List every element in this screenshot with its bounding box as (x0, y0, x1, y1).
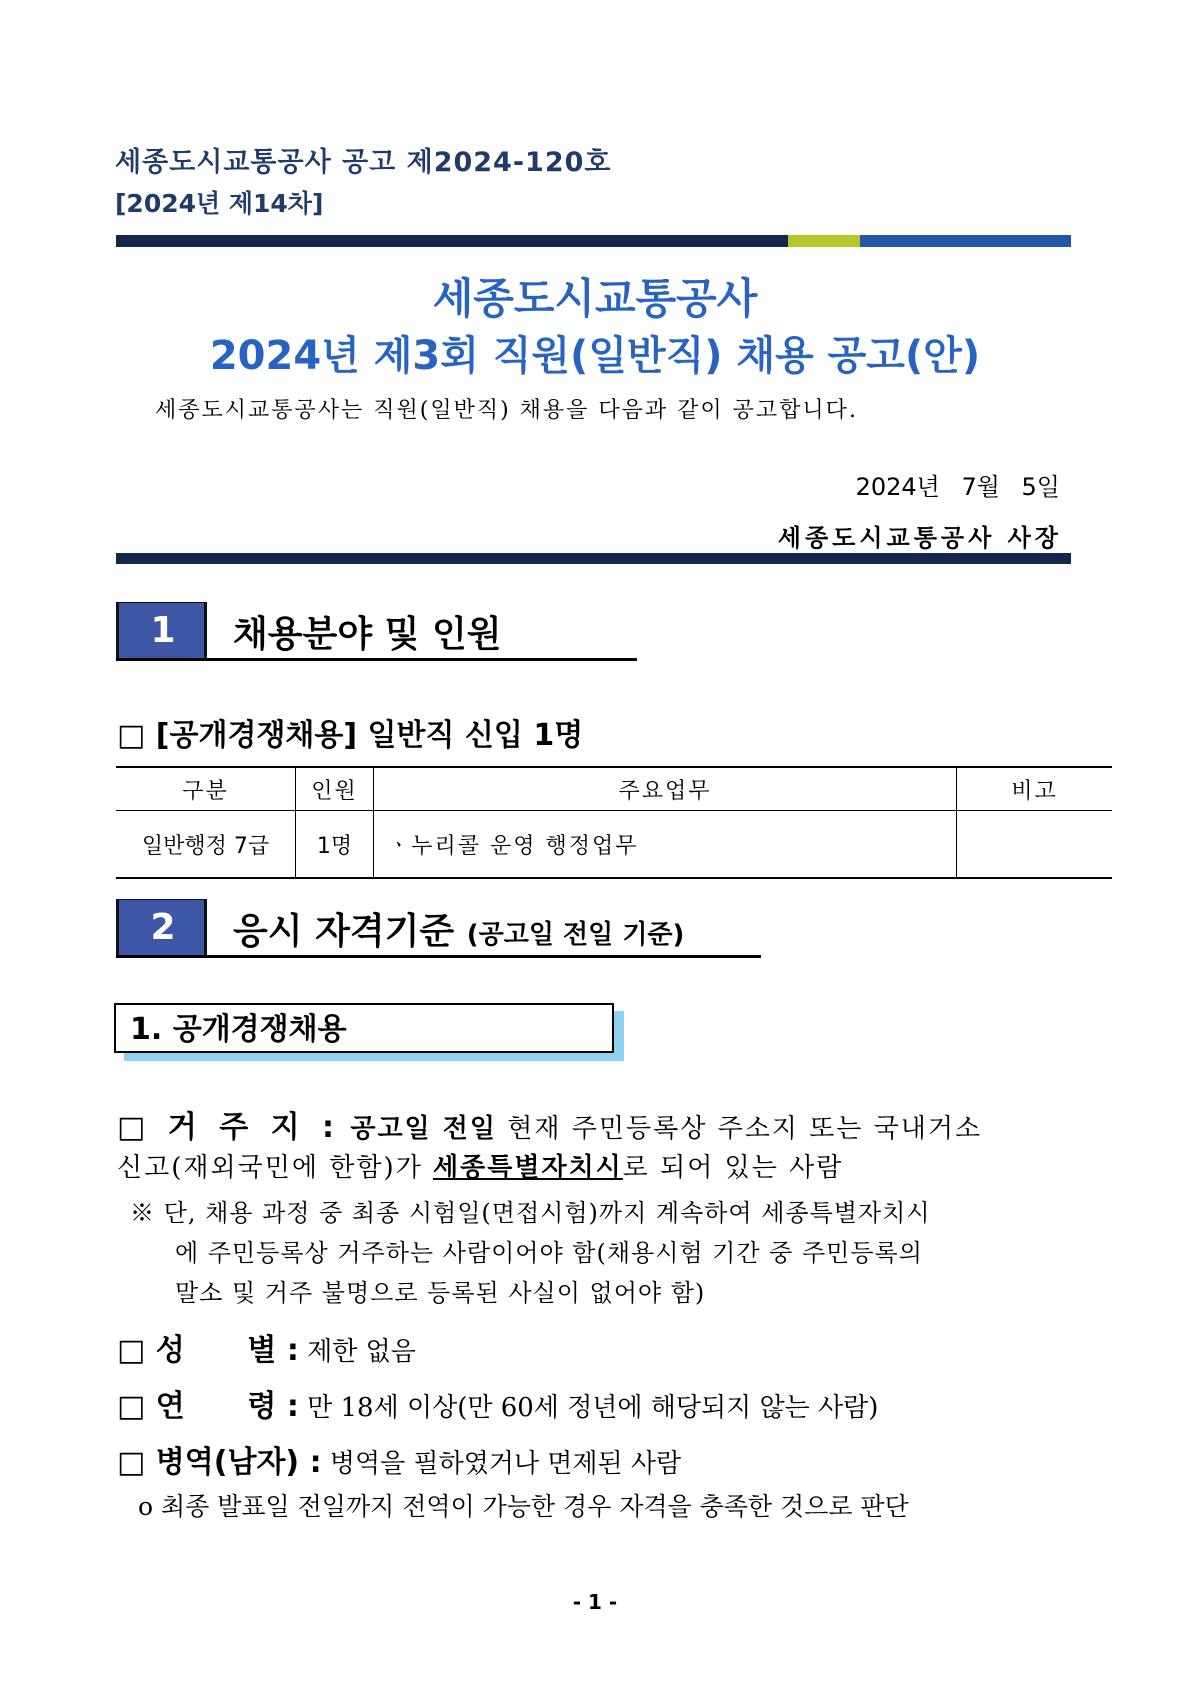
military-line (117, 1437, 681, 1481)
table-header-row (116, 767, 1112, 811)
divider-accent-lime (788, 235, 860, 247)
notice-round: [2024년 제14차] (115, 189, 324, 218)
header-divider-bar (116, 235, 1071, 247)
cell-duty: ㆍ누리콜 운영 행정업무 (374, 811, 957, 879)
age-value: 만 18세 이상(만 60세 정년에 해당되지 않는 사람) (298, 1393, 879, 1423)
residence-text-2a: 신고(재외국민에 한함)가 (117, 1153, 433, 1183)
document-title-org: 세종도시교통공사 (432, 274, 758, 323)
military-note: o 최종 발표일 전일까지 전역이 가능한 경우 자격을 충족한 것으로 판단 (138, 1492, 909, 1521)
page-number: - 1 - (572, 1590, 618, 1614)
military-label: □ 병역(남자) : (117, 1445, 322, 1480)
cell-count: 1명 (296, 811, 374, 879)
section-title-text: 응시 자격기준 (233, 911, 455, 952)
signature-divider-bar (116, 553, 1071, 564)
residence-label: □ 거 주 지 : (117, 1110, 341, 1145)
signer: 세종도시교통공사 사장 (777, 524, 1062, 552)
document-title-main: 2024년 제3회 직원(일반직) 채용 공고(안) (209, 333, 981, 379)
residence-city: 세종특별자치시 (432, 1153, 623, 1183)
residence-line-1 (117, 1102, 982, 1146)
cell-category: 일반행정 7급 (116, 811, 296, 879)
intro-text: 세종도시교통공사는 직원(일반직) 채용을 다음과 같이 공고합니다. (155, 398, 858, 423)
recruit-table (116, 766, 1112, 879)
gender-value: 제한 없음 (298, 1337, 416, 1367)
section-title (233, 903, 684, 954)
residence-note-1: ※ 단, 채용 과정 중 최종 시험일(면접시험)까지 계속하여 세종특별자치시 (130, 1199, 931, 1227)
age-label: □ 연 령 : (117, 1389, 299, 1424)
section-title-suffix: (공고일 전일 기준) (466, 920, 685, 950)
section-2-header (116, 899, 761, 955)
subsection-heading: 1. 공개경쟁채용 (114, 1003, 614, 1053)
notice-date: 2024년 7월 5일 (855, 473, 1060, 501)
notice-number: 세종도시교통공사 공고 제2024-120호 (115, 147, 612, 178)
residence-note-2: 에 주민등록상 거주하는 사람이어야 함(채용시험 기간 중 주민등록의 (175, 1239, 923, 1267)
table-header: 비고 (957, 767, 1113, 811)
section-underline (116, 658, 637, 661)
residence-text-1: 현재 주민등록상 주소지 또는 국내거소 (496, 1114, 983, 1144)
residence-text-2c: 로 되어 있는 사람 (622, 1153, 844, 1183)
military-value: 병역을 필하였거나 면제된 사람 (321, 1449, 682, 1479)
section-number: 1 (116, 602, 207, 659)
residence-lead: 공고일 전일 (350, 1114, 497, 1144)
section-underline (116, 955, 761, 958)
table-header: 주요업무 (374, 767, 957, 811)
residence-note-3: 말소 및 거주 불명으로 등록된 사실이 없어야 함) (175, 1279, 706, 1307)
residence-line-2 (117, 1147, 843, 1184)
age-line (117, 1381, 878, 1425)
table-row (116, 811, 1112, 879)
section-title: 채용분야 및 인원 (233, 614, 502, 655)
cell-note (957, 811, 1113, 879)
section-1-header (116, 602, 637, 658)
recruit-subheading: □ [공개경쟁채용] 일반직 신입 1명 (117, 718, 584, 753)
table-header: 구분 (116, 767, 296, 811)
section-number: 2 (116, 899, 207, 956)
gender-line (117, 1325, 416, 1369)
gender-label: □ 성 별 : (117, 1333, 299, 1368)
divider-accent-blue (860, 235, 1071, 247)
table-header: 인원 (296, 767, 374, 811)
